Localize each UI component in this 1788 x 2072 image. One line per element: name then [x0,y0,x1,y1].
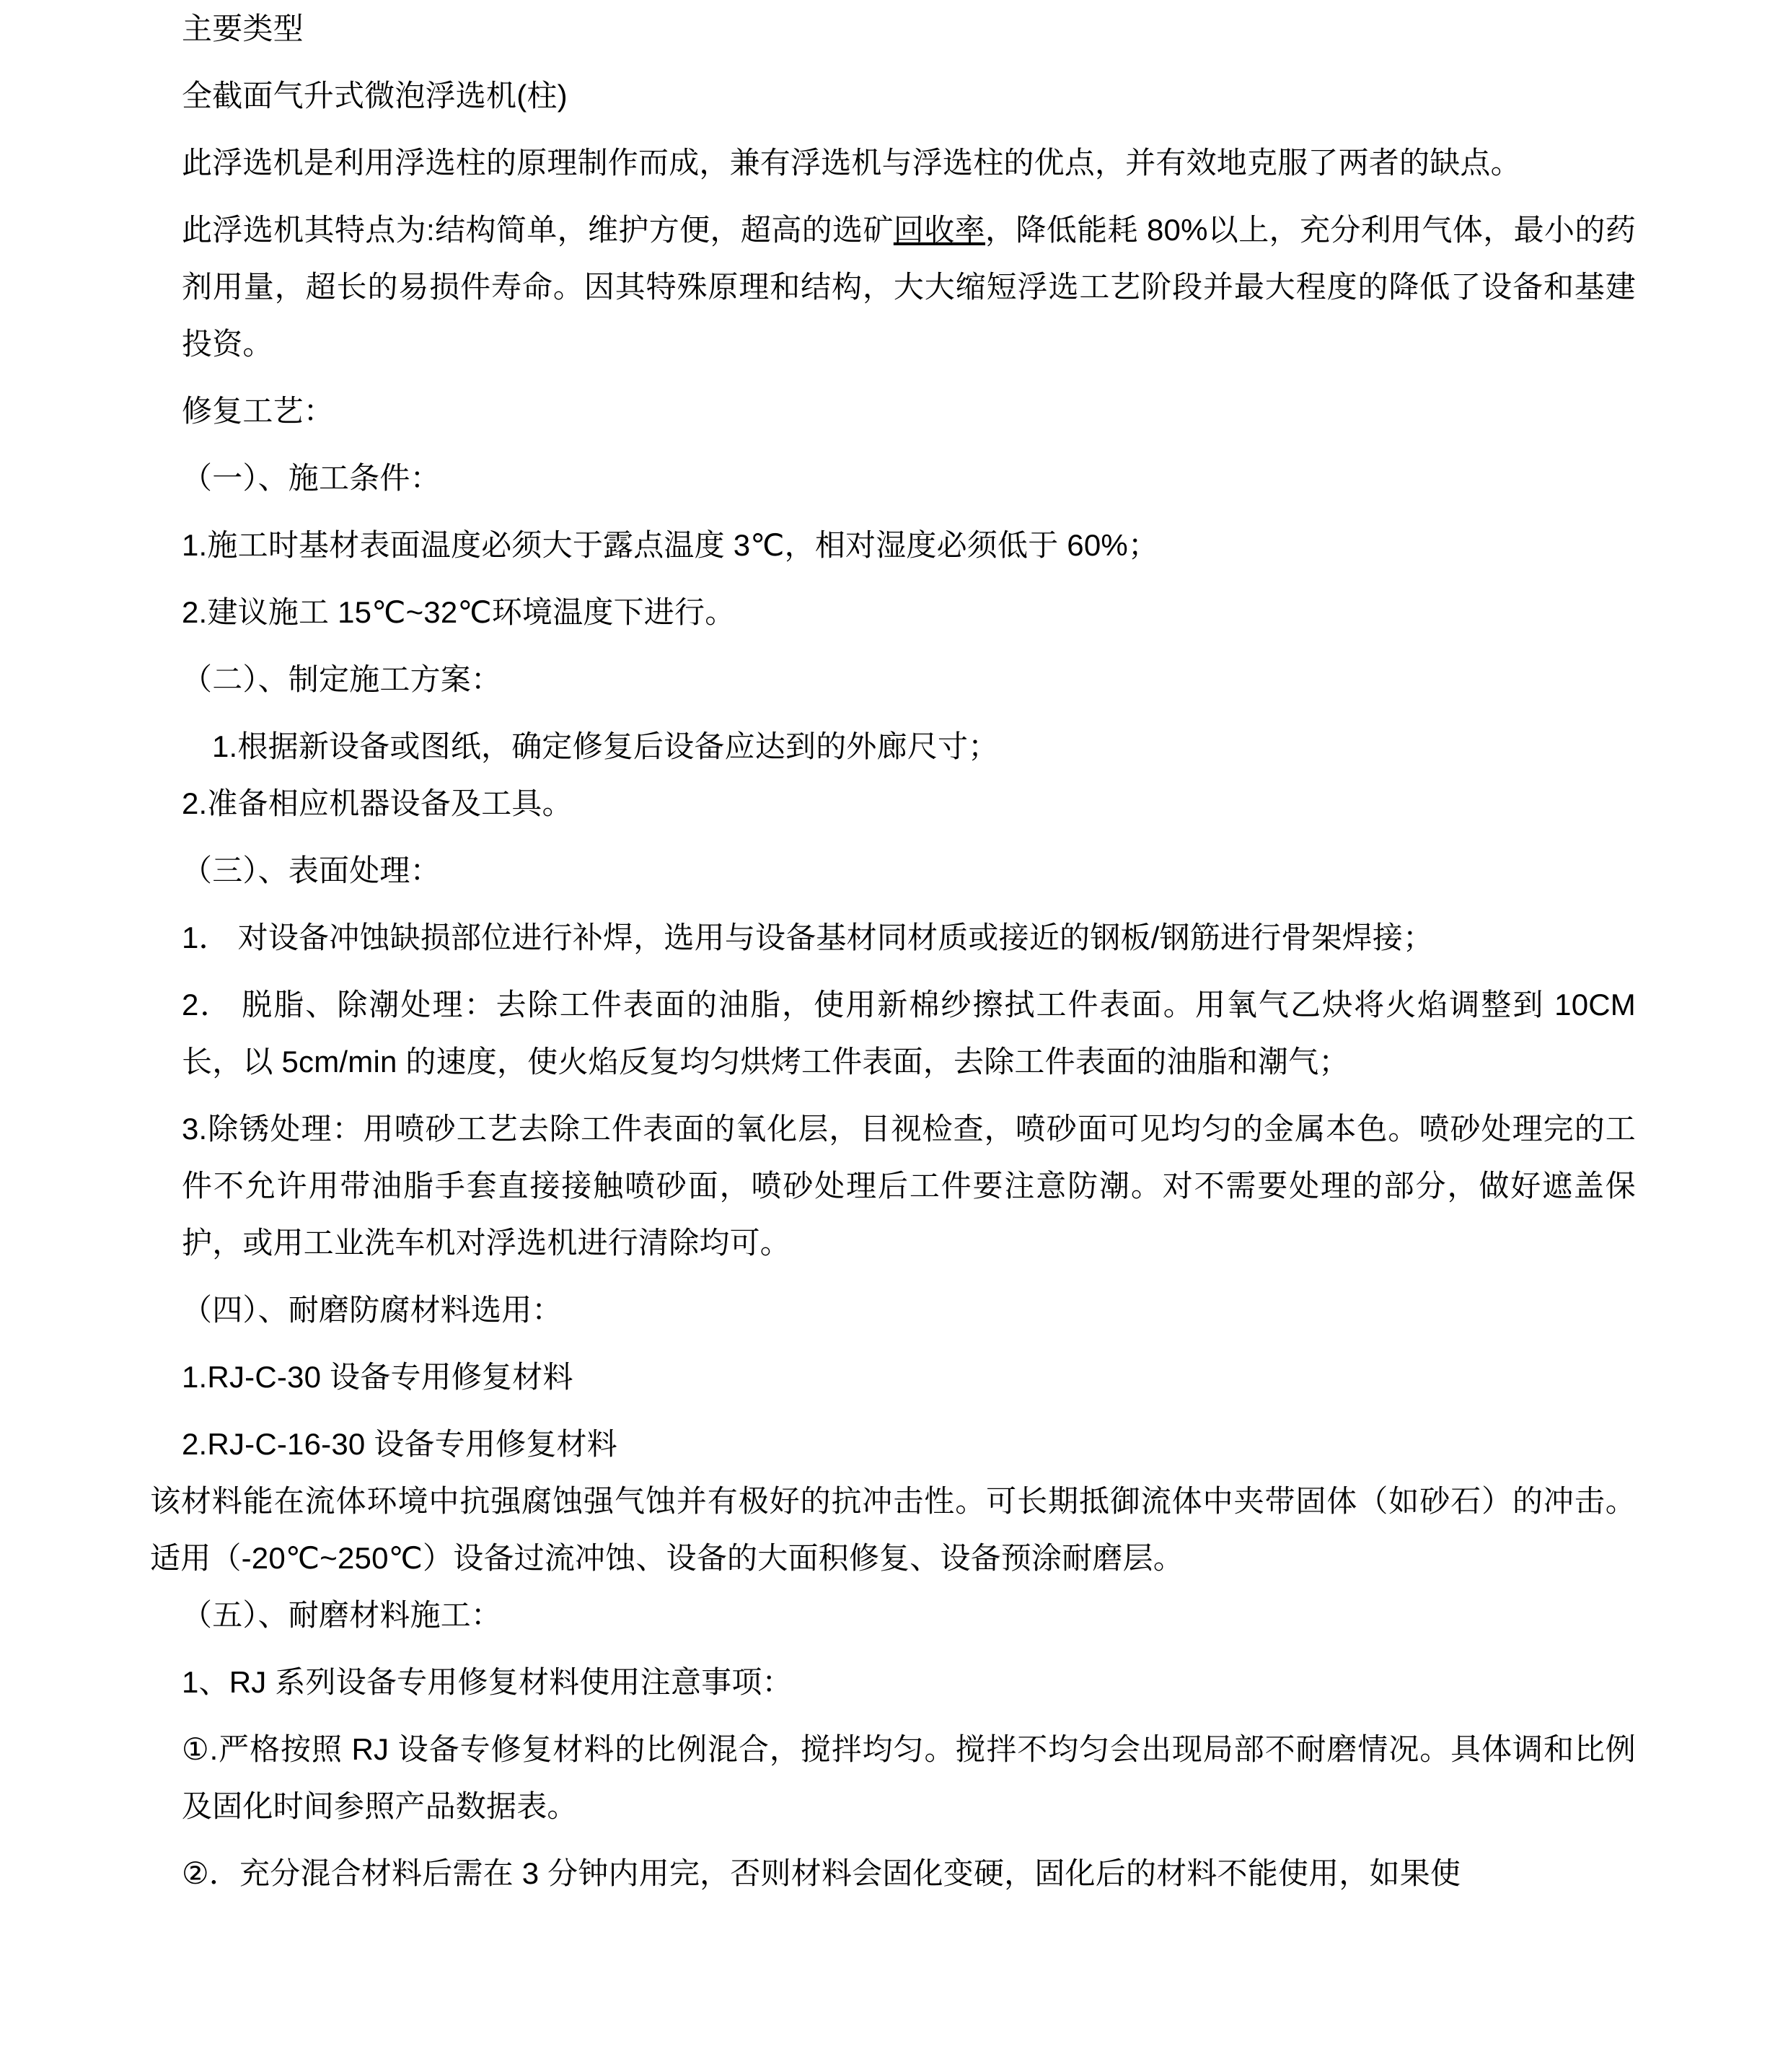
paragraph-features [150,201,1636,372]
paragraph-section-four-title: （四）、耐磨防腐材料选用： [182,1293,563,1327]
paragraph-section-one-title: （一）、施工条件： [182,461,441,495]
paragraph-section-two-title: （二）、制定施工方案： [182,662,502,696]
features-underlined-recovery-rate: 回收率 [893,213,985,247]
paragraph-repair-process-title: 修复工艺： [182,394,335,428]
paragraph-surface-2: 2． 脱脂、除潮处理：去除工件表面的油脂，使用新棉纱擦拭工件表面。用氧气乙炔将火焰调整到 10CM 长，以 5cm/min 的速度，使火焰反复均匀烘烤工件表面，去除工件表面的油脂和潮气； [182,988,1636,1079]
paragraph-heading-machine-name: 全截面气升式微泡浮选机(柱) [182,79,568,113]
paragraph-surface-1: 1． 对设备冲蚀缺损部位进行补焊，选用与设备基材同材质或接近的钢板/钢筋进行骨架焊接； [182,921,1434,954]
paragraph-plan-1: 1.根据新设备或图纸，确定修复后设备应达到的外廊尺寸； [212,729,999,763]
paragraph-note-1: ①.严格按照 RJ 设备专修复材料的比例混合，搅拌均匀。搅拌不均匀会出现局部不耐磨情况。具体调和比例及固化时间参照产品数据表。 [182,1732,1636,1823]
paragraph-material-1: 1.RJ-C-30 设备专用修复材料 [182,1360,573,1394]
paragraph-rj-notes-title: 1、RJ 系列设备专用修复材料使用注意事项： [182,1665,793,1699]
paragraph-note-2: ②．充分混合材料后需在 3 分钟内用完，否则材料会固化变硬，固化后的材料不能使用，如果使 [182,1856,1461,1890]
paragraph-material-2: 2.RJ-C-16-30 设备专用修复材料 [182,1427,617,1461]
paragraph-material-description: 该材料能在流体环境中抗强腐蚀强气蚀并有极好的抗冲击性。可长期抵御流体中夹带固体（如砂石）的冲击。适用（-20℃~250℃）设备过流冲蚀、设备的大面积修复、设备预涂耐磨层。 [150,1484,1636,1575]
paragraph-surface-3: 3.除锈处理：用喷砂工艺去除工件表面的氧化层，目视检查，喷砂面可见均匀的金属本色。喷砂处理完的工件不允许用带油脂手套直接接触喷砂面，喷砂处理后工件要注意防潮。对不需要处理的部分，做好遮盖保护，或用工业洗车机对浮选机进行清除均可。 [182,1112,1636,1260]
document-body [150,0,1636,1902]
paragraph-plan-2: 2.准备相应机器设备及工具。 [182,786,573,820]
paragraph-heading-main-types: 主要类型 [182,12,304,45]
features-text-part2: ，降低能耗 80%以上，充分利用气体，最小的药剂用量，超长的易损件寿命。因其特殊原理和结构，大大缩短浮选工艺阶段并最大程度的降低了设备和基建投资。 [182,213,1636,361]
paragraph-principle: 此浮选机是利用浮选柱的原理制作而成，兼有浮选机与浮选柱的优点，并有效地克服了两者的缺点。 [182,146,1521,180]
paragraph-condition-1: 1.施工时基材表面温度必须大于露点温度 3℃，相对湿度必须低于 60%； [182,528,1159,562]
paragraph-condition-2: 2.建议施工 15℃~32℃环境温度下进行。 [182,595,736,629]
paragraph-section-three-title: （三）、表面处理： [182,853,441,887]
paragraph-section-five-title: （五）、耐磨材料施工： [182,1598,502,1632]
features-text-part1: 此浮选机其特点为:结构简单，维护方便，超高的选矿 [182,213,894,247]
